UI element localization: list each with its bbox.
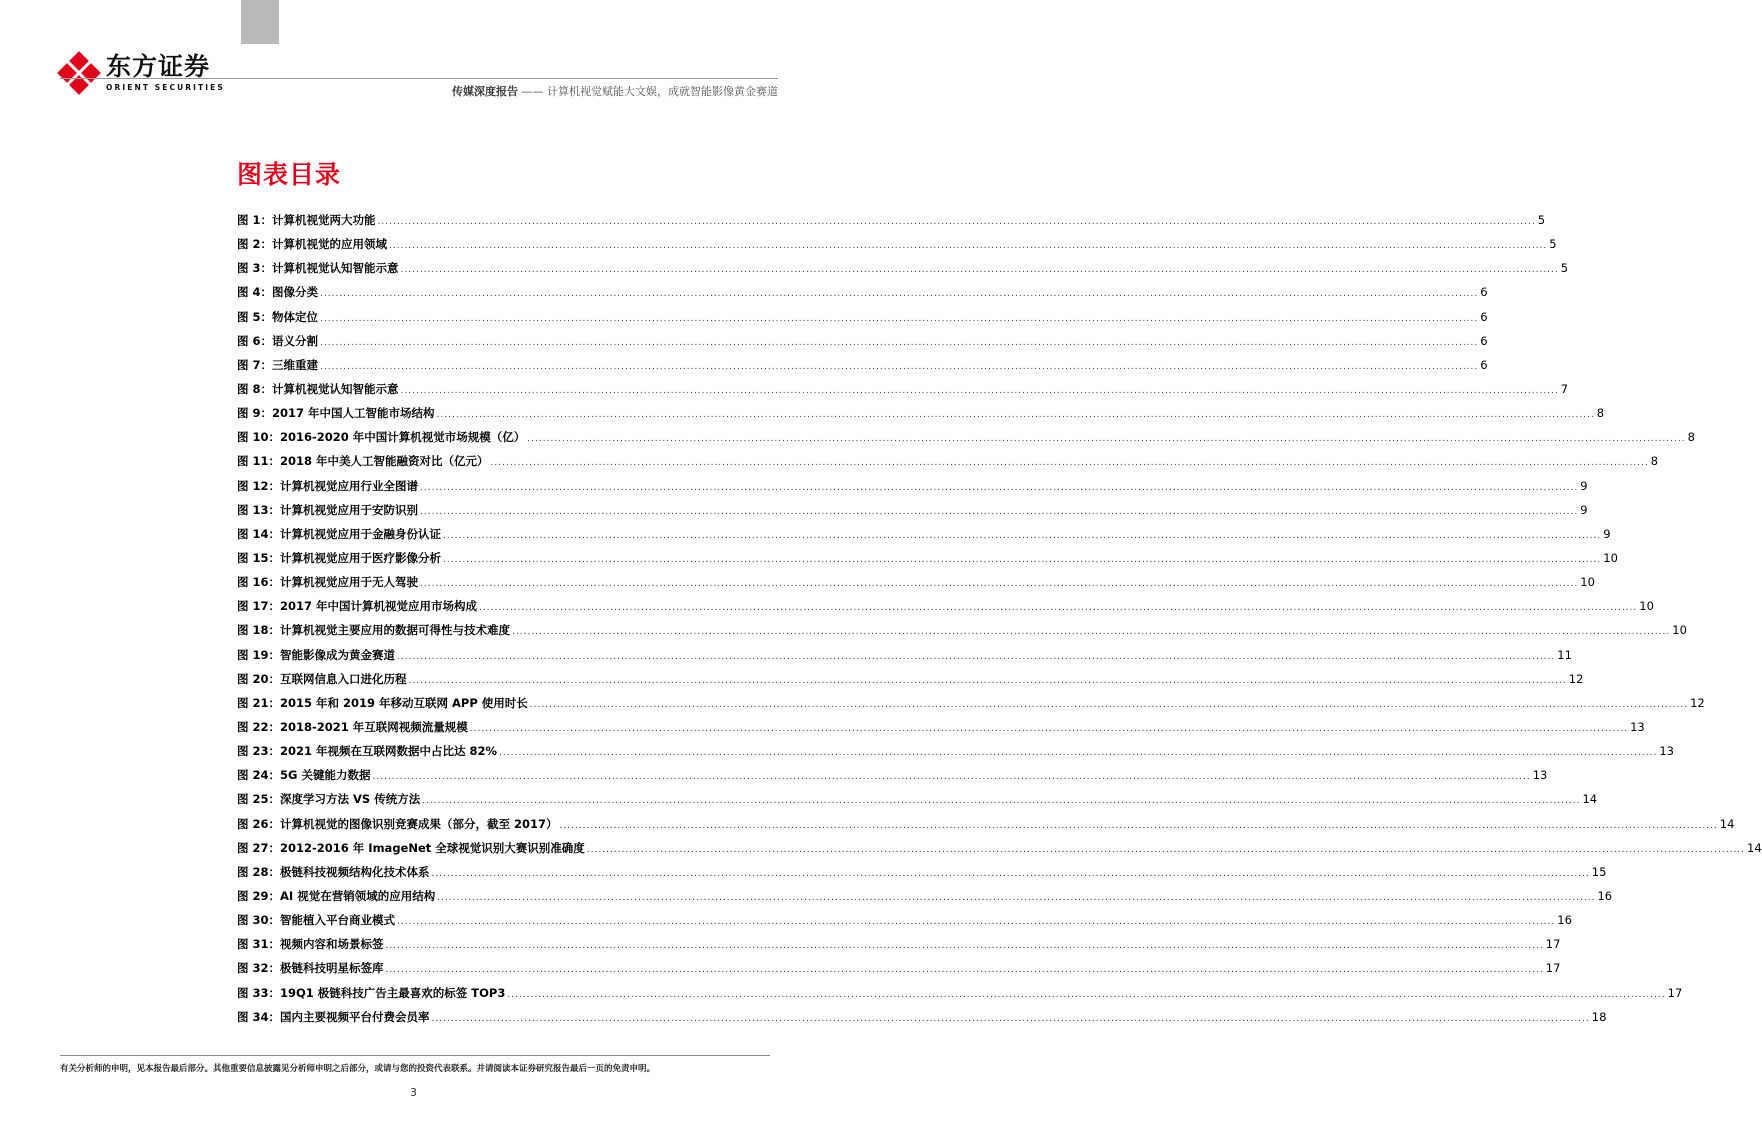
toc-entry-label: 图 5：物体定位 bbox=[237, 309, 319, 324]
toc-entry[interactable] bbox=[237, 260, 1569, 284]
toc-leader-dots: ............................................................................................................................................................................................................................................................................................................ bbox=[320, 313, 1479, 324]
toc-entry-page: 12 bbox=[1690, 695, 1705, 710]
toc-entry[interactable] bbox=[237, 936, 1561, 960]
toc-leader-dots: ............................................................................................................................................................................................................................................................................................................ bbox=[443, 554, 1602, 565]
toc-entry[interactable] bbox=[237, 212, 1546, 236]
header-dash: —— bbox=[518, 85, 547, 98]
toc-leader-dots: ............................................................................................................................................................................................................................................................................................................ bbox=[479, 603, 1638, 614]
toc-entry-label: 图 13：计算机视觉应用于安防识别 bbox=[237, 502, 419, 517]
toc-entry-page: 18 bbox=[1591, 1009, 1607, 1024]
toc-leader-dots: ............................................................................................................................................................................................................................................................................................................ bbox=[408, 675, 1567, 686]
toc-entry-page: 17 bbox=[1667, 985, 1683, 1000]
toc-entry-page: 12 bbox=[1568, 671, 1584, 686]
toc-entry-label: 图 8：计算机视觉认知智能示意 bbox=[237, 381, 399, 396]
toc-entry-page: 7 bbox=[1560, 381, 1569, 396]
toc-leader-dots: ............................................................................................................................................................................................................................................................................................................ bbox=[385, 965, 1544, 976]
toc-entry[interactable] bbox=[237, 960, 1561, 984]
toc-leader-dots: ............................................................................................................................................................................................................................................................................................................ bbox=[507, 989, 1666, 1000]
toc-leader-dots: ............................................................................................................................................................................................................................................................................................................ bbox=[431, 868, 1590, 879]
toc-leader-dots: ............................................................................................................................................................................................................................................................................................................ bbox=[529, 699, 1689, 710]
toc-leader-dots: ............................................................................................................................................................................................................................................................................................................ bbox=[377, 217, 1536, 227]
toc-entry[interactable] bbox=[237, 236, 1557, 260]
toc-entry-page: 6 bbox=[1480, 285, 1488, 300]
toc-entry-page: 16 bbox=[1557, 913, 1572, 928]
toc-entry-label: 图 7：三维重建 bbox=[237, 357, 319, 372]
toc-entry-label: 图 19：智能影像成为黄金赛道 bbox=[237, 647, 396, 662]
toc-entry[interactable] bbox=[237, 1009, 1607, 1033]
toc-entry[interactable] bbox=[237, 647, 1572, 671]
toc-entry-label: 图 28：极链科技视频结构化技术体系 bbox=[237, 864, 430, 879]
toc-entry-label: 图 31：视频内容和场景标签 bbox=[237, 937, 384, 952]
toc-entry-label: 图 10：2016-2020 年中国计算机视觉市场规模（亿） bbox=[237, 430, 526, 445]
toc-leader-dots: ............................................................................................................................................................................................................................................................................................................ bbox=[490, 458, 1649, 469]
toc-entry-page: 11 bbox=[1557, 647, 1572, 662]
toc-entry-page: 13 bbox=[1532, 768, 1548, 783]
toc-entry-label: 图 3：计算机视觉认知智能示意 bbox=[237, 261, 399, 276]
toc-leader-dots: ............................................................................................................................................................................................................................................................................................................ bbox=[420, 482, 1579, 493]
header-gray-block bbox=[241, 0, 279, 44]
toc-entry[interactable] bbox=[237, 840, 1762, 864]
toc-entry-label: 图 32：极链科技明星标签库 bbox=[237, 961, 384, 976]
toc-entry-label: 图 4：图像分类 bbox=[237, 285, 319, 300]
toc-leader-dots: ............................................................................................................................................................................................................................................................................................................ bbox=[372, 772, 1531, 783]
toc-entry-page: 6 bbox=[1480, 357, 1488, 372]
toc-entry-label: 图 22：2018-2021 年互联网视频流量规模 bbox=[237, 719, 468, 734]
toc-leader-dots: ............................................................................................................................................................................................................................................................................................................ bbox=[397, 651, 1556, 662]
toc-entry-page: 15 bbox=[1591, 864, 1607, 879]
toc-entry-label: 图 17：2017 年中国计算机视觉应用市场构成 bbox=[237, 599, 478, 614]
toc-leader-dots: ............................................................................................................................................................................................................................................................................................................ bbox=[400, 385, 1559, 396]
report-title: 计算机视觉赋能大文娱，成就智能影像黄金赛道 bbox=[547, 85, 778, 98]
toc-entry[interactable] bbox=[237, 695, 1705, 719]
toc-entry-page: 5 bbox=[1537, 213, 1546, 227]
toc-leader-dots: ............................................................................................................................................................................................................................................................................................................ bbox=[320, 361, 1479, 372]
toc-entry-page: 10 bbox=[1672, 623, 1687, 638]
toc-entry-label: 图 11：2018 年中美人工智能融资对比（亿元） bbox=[237, 454, 489, 469]
toc-entry[interactable] bbox=[237, 405, 1605, 429]
toc-leader-dots: ............................................................................................................................................................................................................................................................................................................ bbox=[559, 820, 1718, 831]
toc-leader-dots: ............................................................................................................................................................................................................................................................................................................ bbox=[431, 1013, 1590, 1024]
toc-entry-page: 9 bbox=[1603, 526, 1611, 541]
toc-entry-page: 9 bbox=[1580, 478, 1588, 493]
toc-entry[interactable] bbox=[237, 478, 1588, 502]
toc-entry-page: 10 bbox=[1580, 575, 1595, 590]
toc-entry[interactable] bbox=[237, 381, 1569, 405]
toc-entry-label: 图 14：计算机视觉应用于金融身份认证 bbox=[237, 526, 442, 541]
header-divider bbox=[60, 78, 778, 79]
toc-leader-dots: ............................................................................................................................................................................................................................................................................................................ bbox=[420, 506, 1579, 517]
toc-entry-label: 图 29：AI 视觉在营销领域的应用结构 bbox=[237, 888, 436, 903]
toc-entry[interactable] bbox=[237, 357, 1488, 381]
toc-entry-label: 图 27：2012-2016 年 ImageNet 全球视觉识别大赛识别准确度 bbox=[237, 840, 585, 855]
toc-entry[interactable] bbox=[237, 598, 1654, 622]
toc-entry[interactable] bbox=[237, 719, 1645, 743]
toc-entry-page: 9 bbox=[1580, 502, 1588, 517]
toc-entry[interactable] bbox=[237, 453, 1659, 477]
toc-entry-page: 8 bbox=[1596, 406, 1605, 421]
toc-entry-page: 10 bbox=[1603, 550, 1618, 565]
report-type: 传媒深度报告 bbox=[452, 85, 518, 98]
toc-entry[interactable] bbox=[237, 502, 1588, 526]
logo-english-name: ORIENT SECURITIES bbox=[106, 83, 225, 92]
toc-entry[interactable] bbox=[237, 985, 1683, 1009]
toc-entry-label: 图 21：2015 年和 2019 年移动互联网 APP 使用时长 bbox=[237, 695, 528, 710]
orient-securities-logo-icon bbox=[58, 52, 102, 94]
toc-entry-page: 14 bbox=[1719, 816, 1735, 831]
toc-entry[interactable] bbox=[237, 864, 1607, 888]
toc-entry-page: 6 bbox=[1480, 333, 1488, 348]
toc-entry-label: 图 1：计算机视觉两大功能 bbox=[237, 213, 376, 227]
toc-entry-label: 图 25：深度学习方法 VS 传统方法 bbox=[237, 792, 421, 807]
toc-leader-dots: ............................................................................................................................................................................................................................................................................................................ bbox=[320, 337, 1479, 348]
toc-entry-label: 图 26：计算机视觉的图像识别竞赛成果（部分，截至 2017） bbox=[237, 816, 558, 831]
toc-entry-page: 10 bbox=[1639, 599, 1654, 614]
toc-entry-page: 17 bbox=[1545, 961, 1561, 976]
company-logo bbox=[58, 52, 228, 94]
toc-entry-label: 图 30：智能植入平台商业模式 bbox=[237, 913, 396, 928]
toc-entry[interactable] bbox=[237, 816, 1735, 840]
toc-entry-page: 5 bbox=[1549, 237, 1557, 252]
toc-entry-page: 13 bbox=[1659, 744, 1674, 759]
toc-entry-page: 5 bbox=[1560, 261, 1569, 276]
toc-entry-label: 图 18：计算机视觉主要应用的数据可得性与技术难度 bbox=[237, 623, 511, 638]
logo-chinese-name: 东方证券 bbox=[106, 52, 211, 81]
page-title: 图表目录 bbox=[237, 160, 342, 189]
toc-entry-label: 图 23：2021 年视频在互联网数据中占比达 82% bbox=[237, 744, 498, 759]
toc-entry-page: 13 bbox=[1630, 719, 1645, 734]
toc-leader-dots: ............................................................................................................................................................................................................................................................................................................ bbox=[385, 941, 1544, 952]
toc-entry[interactable] bbox=[237, 743, 1674, 767]
toc-leader-dots: ............................................................................................................................................................................................................................................................................................................ bbox=[397, 917, 1556, 928]
toc-entry-page: 14 bbox=[1582, 792, 1598, 807]
toc-leader-dots: ............................................................................................................................................................................................................................................................................................................ bbox=[512, 627, 1671, 638]
toc-entry-label: 图 9：2017 年中国人工智能市场结构 bbox=[237, 406, 435, 421]
footer-disclaimer: 有关分析师的申明，见本报告最后部分。其他重要信息披露见分析师申明之后部分，或请与您的投资代表联系。并请阅读本证券研究报告最后一页的免责申明。 bbox=[60, 1064, 656, 1074]
footer-divider bbox=[60, 1055, 770, 1056]
toc-entry[interactable] bbox=[237, 767, 1548, 791]
header-report-info bbox=[452, 83, 778, 99]
toc-entry-page: 17 bbox=[1545, 937, 1561, 952]
toc-entry[interactable] bbox=[237, 671, 1584, 695]
toc-leader-dots: ............................................................................................................................................................................................................................................................................................................ bbox=[389, 241, 1548, 252]
page-number: 3 bbox=[410, 1086, 417, 1099]
toc-leader-dots: ............................................................................................................................................................................................................................................................................................................ bbox=[586, 844, 1746, 855]
toc-entry-label: 图 2：计算机视觉的应用领域 bbox=[237, 237, 388, 252]
toc-entry[interactable] bbox=[237, 550, 1618, 574]
toc-leader-dots: ............................................................................................................................................................................................................................................................................................................ bbox=[469, 723, 1629, 734]
toc-entry-page: 6 bbox=[1480, 309, 1488, 324]
toc-entry[interactable] bbox=[237, 526, 1611, 550]
toc-leader-dots: ............................................................................................................................................................................................................................................................................................................ bbox=[422, 796, 1581, 807]
toc-entry-label: 图 6：语义分割 bbox=[237, 333, 319, 348]
toc-entry-page: 8 bbox=[1687, 430, 1695, 445]
toc-leader-dots: ............................................................................................................................................................................................................................................................................................................ bbox=[443, 530, 1602, 541]
toc-entry-label: 图 12：计算机视觉应用行业全图谱 bbox=[237, 478, 419, 493]
toc-entry[interactable] bbox=[237, 912, 1572, 936]
toc-leader-dots: ............................................................................................................................................................................................................................................................................................................ bbox=[420, 579, 1579, 590]
toc-entry[interactable] bbox=[237, 888, 1613, 912]
toc-entry[interactable] bbox=[237, 429, 1695, 453]
toc-entry-label: 图 33：19Q1 极链科技广告主最喜欢的标签 TOP3 bbox=[237, 985, 506, 1000]
toc-entry[interactable] bbox=[237, 309, 1488, 333]
toc-leader-dots: ............................................................................................................................................................................................................................................................................................................ bbox=[320, 289, 1479, 300]
toc-entry-label: 图 16：计算机视觉应用于无人驾驶 bbox=[237, 575, 419, 590]
toc-entry[interactable] bbox=[237, 333, 1488, 357]
toc-entry-label: 图 24：5G 关键能力数据 bbox=[237, 768, 371, 783]
toc-leader-dots: ............................................................................................................................................................................................................................................................................................................ bbox=[437, 892, 1596, 903]
toc-entry[interactable] bbox=[237, 574, 1595, 598]
toc-entry[interactable] bbox=[237, 791, 1598, 815]
toc-leader-dots: ............................................................................................................................................................................................................................................................................................................ bbox=[436, 410, 1595, 421]
toc-entry-page: 8 bbox=[1650, 454, 1659, 469]
toc-entry[interactable] bbox=[237, 622, 1687, 646]
toc-entry-page: 16 bbox=[1597, 888, 1613, 903]
toc-leader-dots: ............................................................................................................................................................................................................................................................................................................ bbox=[499, 748, 1658, 759]
toc-entry-label: 图 34：国内主要视频平台付费会员率 bbox=[237, 1009, 430, 1024]
toc-entry[interactable] bbox=[237, 284, 1488, 308]
toc-leader-dots: ............................................................................................................................................................................................................................................................................................................ bbox=[527, 434, 1686, 445]
toc-entry-label: 图 15：计算机视觉应用于医疗影像分析 bbox=[237, 550, 442, 565]
toc-leader-dots: ............................................................................................................................................................................................................................................................................................................ bbox=[400, 265, 1559, 276]
toc-entry-page: 14 bbox=[1747, 840, 1762, 855]
toc-entry-label: 图 20：互联网信息入口进化历程 bbox=[237, 671, 407, 686]
figure-table-of-contents bbox=[237, 212, 1762, 1033]
